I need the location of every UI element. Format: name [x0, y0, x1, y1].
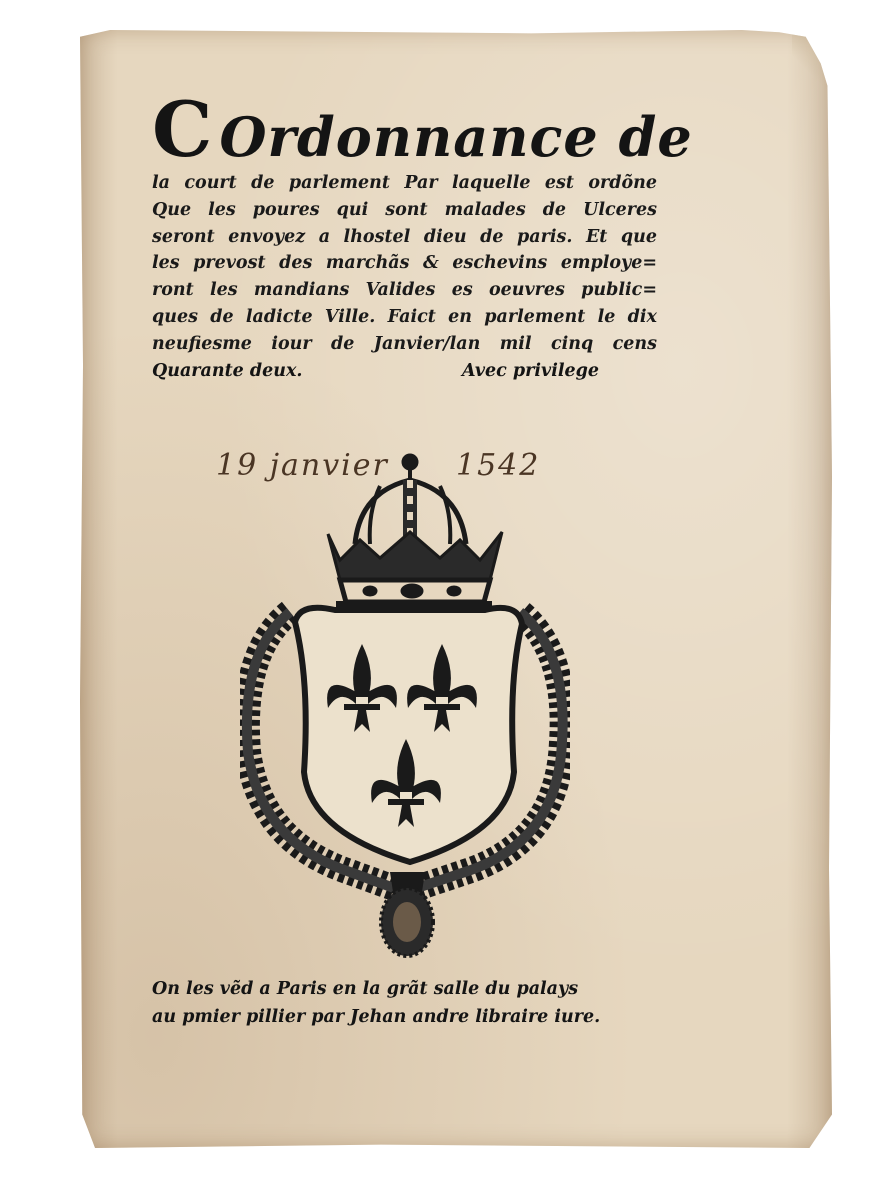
text-line-4: les prevost des marchãs & eschevins employe= [152, 253, 657, 274]
text-line-5: ront les mandians Valides es oeuvres public= [152, 280, 657, 301]
page-corner-wear [792, 30, 832, 100]
privilege-note: Avec privilege [462, 360, 599, 381]
royal-arms-emblem [240, 452, 570, 962]
handwritten-year: 1542 [456, 448, 541, 483]
crown-icon [328, 455, 502, 604]
title-block [152, 84, 693, 384]
ordinance-text [152, 170, 657, 358]
text-line-8 [152, 358, 599, 385]
imprint-line-1: On les vẽd a Paris en la grãt salle du palays [152, 979, 579, 999]
headline-text: Ordonnance de [219, 105, 693, 169]
shield-icon [295, 608, 522, 862]
text-line-6: ques de ladicte Ville. Faict en parlement le dix [152, 306, 657, 327]
quarante-deux: Quarante deux. [152, 360, 303, 381]
pilcrow-mark: C [152, 84, 214, 174]
text-line-2: Que les poures qui sont malades de Ulceres [152, 199, 657, 220]
handwritten-date: 19 janvier [216, 448, 389, 483]
text-line-3: seront envoyez a lhostel dieu de paris. Et que [152, 226, 657, 247]
headline [152, 84, 693, 174]
imprint [152, 975, 657, 1031]
text-line-1: la court de parlement Par laquelle est ordõne [152, 173, 657, 193]
text-line-7: neufiesme iour de Janvier/lan mil cinq cens [152, 333, 657, 354]
imprint-line-2: au pmier pillier par Jehan andre libraire iure. [152, 1007, 601, 1027]
